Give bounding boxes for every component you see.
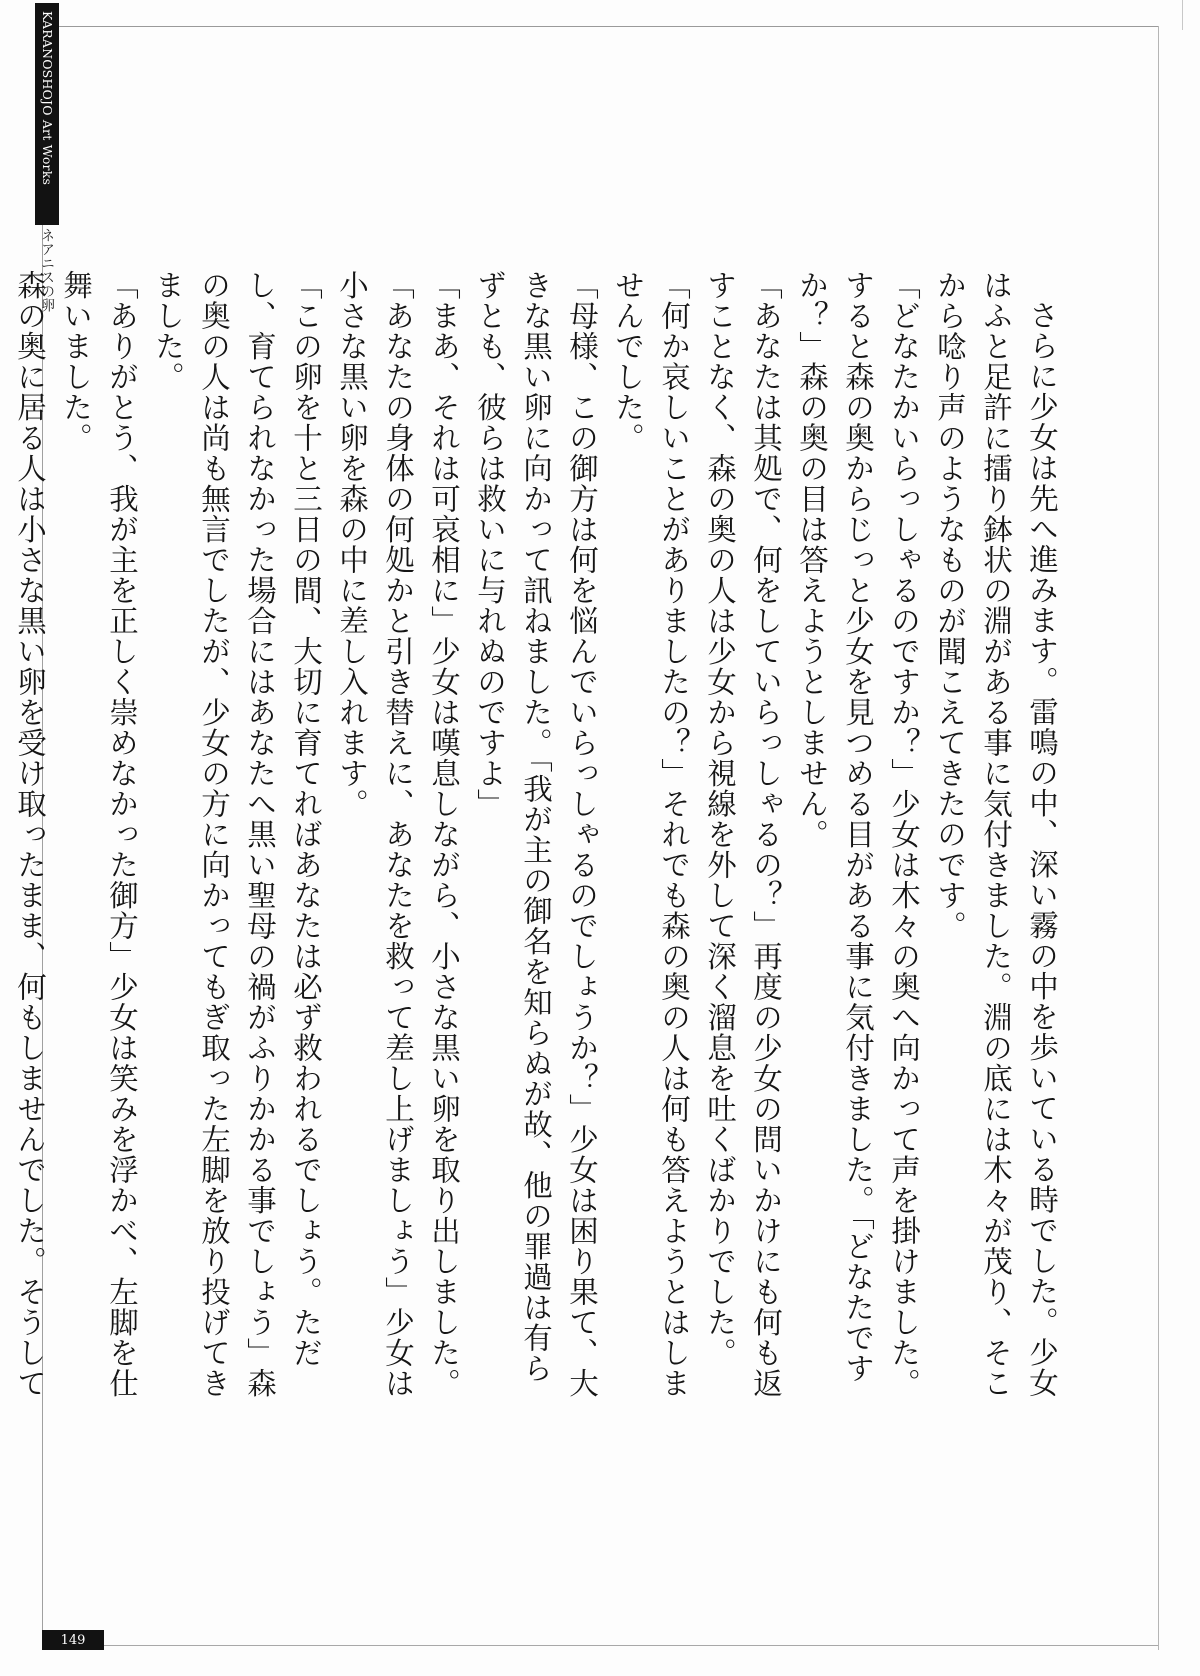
paragraph: 森の奥に居る人は小さな黒い卵を受け取ったまま、何もしませんでした。そうして	[13, 270, 47, 1399]
frame-right-line	[1158, 26, 1159, 1650]
paragraph: 「まあ、それは可哀相に」少女は嘆息しながら、小さな黒い卵を取り出しました。「あなたの身体の何処かと引き替えに、あなたを救って差し上げましょう」少女は小さな黒い卵を森の中に差し入れます。	[335, 270, 461, 1399]
paragraph: 「あなたは其処で、何をしていらっしゃるの？」再度の少女の問いかけにも何も返すことなく、森の奥の人は少女から視線を外して深く溜息を吐くばかりでした。「何か哀しいことがありましたの？」それでも森の奥の人は何も答えようとはしませんでした。	[611, 270, 783, 1399]
side-tab-title: KARANOSHOJO Art Works	[35, 3, 59, 225]
chapter-subtitle: ネアニスの卵	[39, 228, 55, 312]
page-number: 149	[42, 1630, 104, 1650]
paragraph: さらに少女は先へ進みます。雷鳴の中、深い霧の中を歩いている時でした。少女はふと足許に擂り鉢状の淵がある事に気付きました。淵の底には木々が茂り、そこから唸り声のようなものが聞こえてきたのです。	[933, 270, 1059, 1399]
frame-top-line	[42, 26, 1158, 27]
frame-bottom-line	[42, 1645, 1158, 1646]
corner-mark	[1182, 0, 1200, 30]
paragraph: 「この卵を十と三日の間、大切に育てればあなたは必ず救われるでしょう。ただし、育てられなかった場合にはあなたへ黒い聖母の禍がふりかかる事でしょう」森の奥の人は尚も無言でしたが、少女の方に向かってもぎ取った左脚を放り投げてきました。	[151, 270, 323, 1399]
paragraph: 「母様、この御方は何を悩んでいらっしゃるのでしょうか？」少女は困り果て、大きな黒い卵に向かって訊ねました。「我が主の御名を知らぬが故、他の罪過は有らずとも、彼らは救いに与れぬのですよ」	[473, 270, 599, 1399]
paragraph: 「どなたかいらっしゃるのですか？」少女は木々の奥へ向かって声を掛けました。すると森の奥からじっと少女を見つめる目がある事に気付きました。「どなたですか？」森の奥の目は答えようとしません。	[795, 270, 921, 1399]
paragraph: 「ありがとう、我が主を正しく崇めなかった御方」少女は笑みを浮かべ、左脚を仕舞いました。	[59, 270, 139, 1399]
